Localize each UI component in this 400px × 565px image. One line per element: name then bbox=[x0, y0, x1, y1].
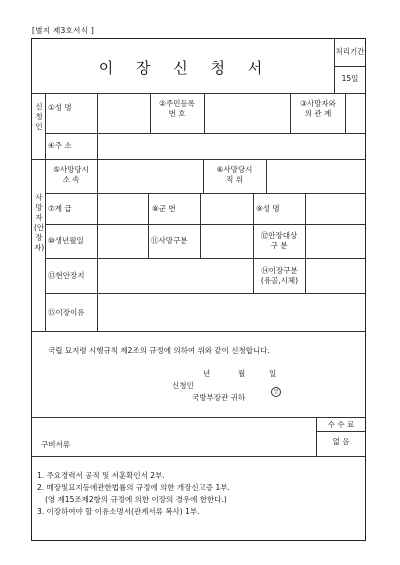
form-title: 이 장 신 청 서 bbox=[98, 59, 268, 77]
rank-label: ⑦계 급 bbox=[48, 204, 72, 213]
application-statement: 국립 묘지령 시행규칙 제2조의 규정에 의하여 위와 같이 신청합니다. bbox=[48, 346, 270, 355]
document-item: 3. 이장하여야 할 이유소명서(관계서류 복사) 1부. bbox=[37, 507, 200, 516]
divider bbox=[266, 159, 267, 193]
document-item: (영 제15조제2항의 규정에 의한 이장의 경우에 한한다.) bbox=[45, 495, 227, 504]
seal-mark-icon bbox=[271, 381, 281, 400]
applicant-address-label: ④주 소 bbox=[48, 141, 72, 150]
divider bbox=[32, 159, 365, 160]
divider bbox=[45, 93, 46, 331]
date-day-label: 일 bbox=[269, 369, 277, 378]
signer-label: 신청인 bbox=[172, 381, 194, 390]
processing-period-value: 15일 bbox=[341, 74, 359, 83]
burial-target-label: ⑫안장대상 구 분 bbox=[260, 231, 298, 250]
divider bbox=[32, 456, 365, 457]
divider bbox=[345, 93, 346, 133]
divider bbox=[204, 93, 205, 133]
divider bbox=[334, 66, 365, 67]
divider bbox=[45, 224, 365, 225]
processing-period-header: 처리기간 bbox=[335, 47, 365, 56]
date-month-label: 월 bbox=[238, 369, 246, 378]
divider bbox=[148, 193, 149, 258]
divider bbox=[45, 133, 365, 134]
form-number-label: [별지 제3호서식 ] bbox=[32, 26, 95, 35]
birth-date-label: ⑩생년월일 bbox=[48, 236, 84, 245]
death-type-label: ⑪사망구분 bbox=[151, 236, 188, 245]
deceased-section-label: 사망자(안장자) bbox=[34, 193, 45, 252]
divider bbox=[305, 193, 306, 293]
divider bbox=[32, 331, 365, 332]
document-item: 2. 매장및묘지등에관한법률의 규정에 의한 개장신고증 1부. bbox=[37, 483, 230, 492]
fee-value: 없 음 bbox=[332, 437, 350, 446]
current-burial-site-label: ⑬현안장지 bbox=[48, 271, 85, 280]
recipient-label: 국방부장관 귀하 bbox=[192, 393, 246, 402]
applicant-section-label: 신청인 bbox=[35, 102, 43, 131]
divider bbox=[45, 258, 365, 259]
applicant-rrn-label: ②주민등록 번 호 bbox=[159, 99, 195, 118]
unit-at-death-label: ⑤사망당시 소 속 bbox=[53, 165, 89, 184]
divider bbox=[45, 193, 365, 194]
deceased-name-label: ⑨성 명 bbox=[256, 204, 280, 213]
date-year-label: 년 bbox=[203, 369, 211, 378]
relocation-reason-label: ⑮이장이유 bbox=[48, 308, 85, 317]
position-at-death-label: ⑥사망당시 직 위 bbox=[216, 165, 253, 184]
divider bbox=[45, 293, 365, 294]
service-number-label: ⑧군 번 bbox=[152, 204, 176, 213]
document-item: 1. 주요경력서 공적 및 서훈확인서 2부. bbox=[37, 471, 165, 480]
applicant-relation-label: ③사망자와 의 관 계 bbox=[300, 99, 336, 118]
divider bbox=[316, 431, 365, 432]
divider bbox=[200, 193, 201, 258]
applicant-name-label: ①성 명 bbox=[48, 103, 72, 112]
seal-label: 인 bbox=[271, 387, 281, 397]
required-documents-label: 구비서류 bbox=[41, 440, 70, 449]
burial-type-label: ⑭이장구분 (유골,시체) bbox=[260, 266, 299, 285]
fee-header: 수 수 료 bbox=[327, 420, 355, 429]
divider bbox=[97, 93, 98, 331]
divider bbox=[32, 93, 365, 94]
